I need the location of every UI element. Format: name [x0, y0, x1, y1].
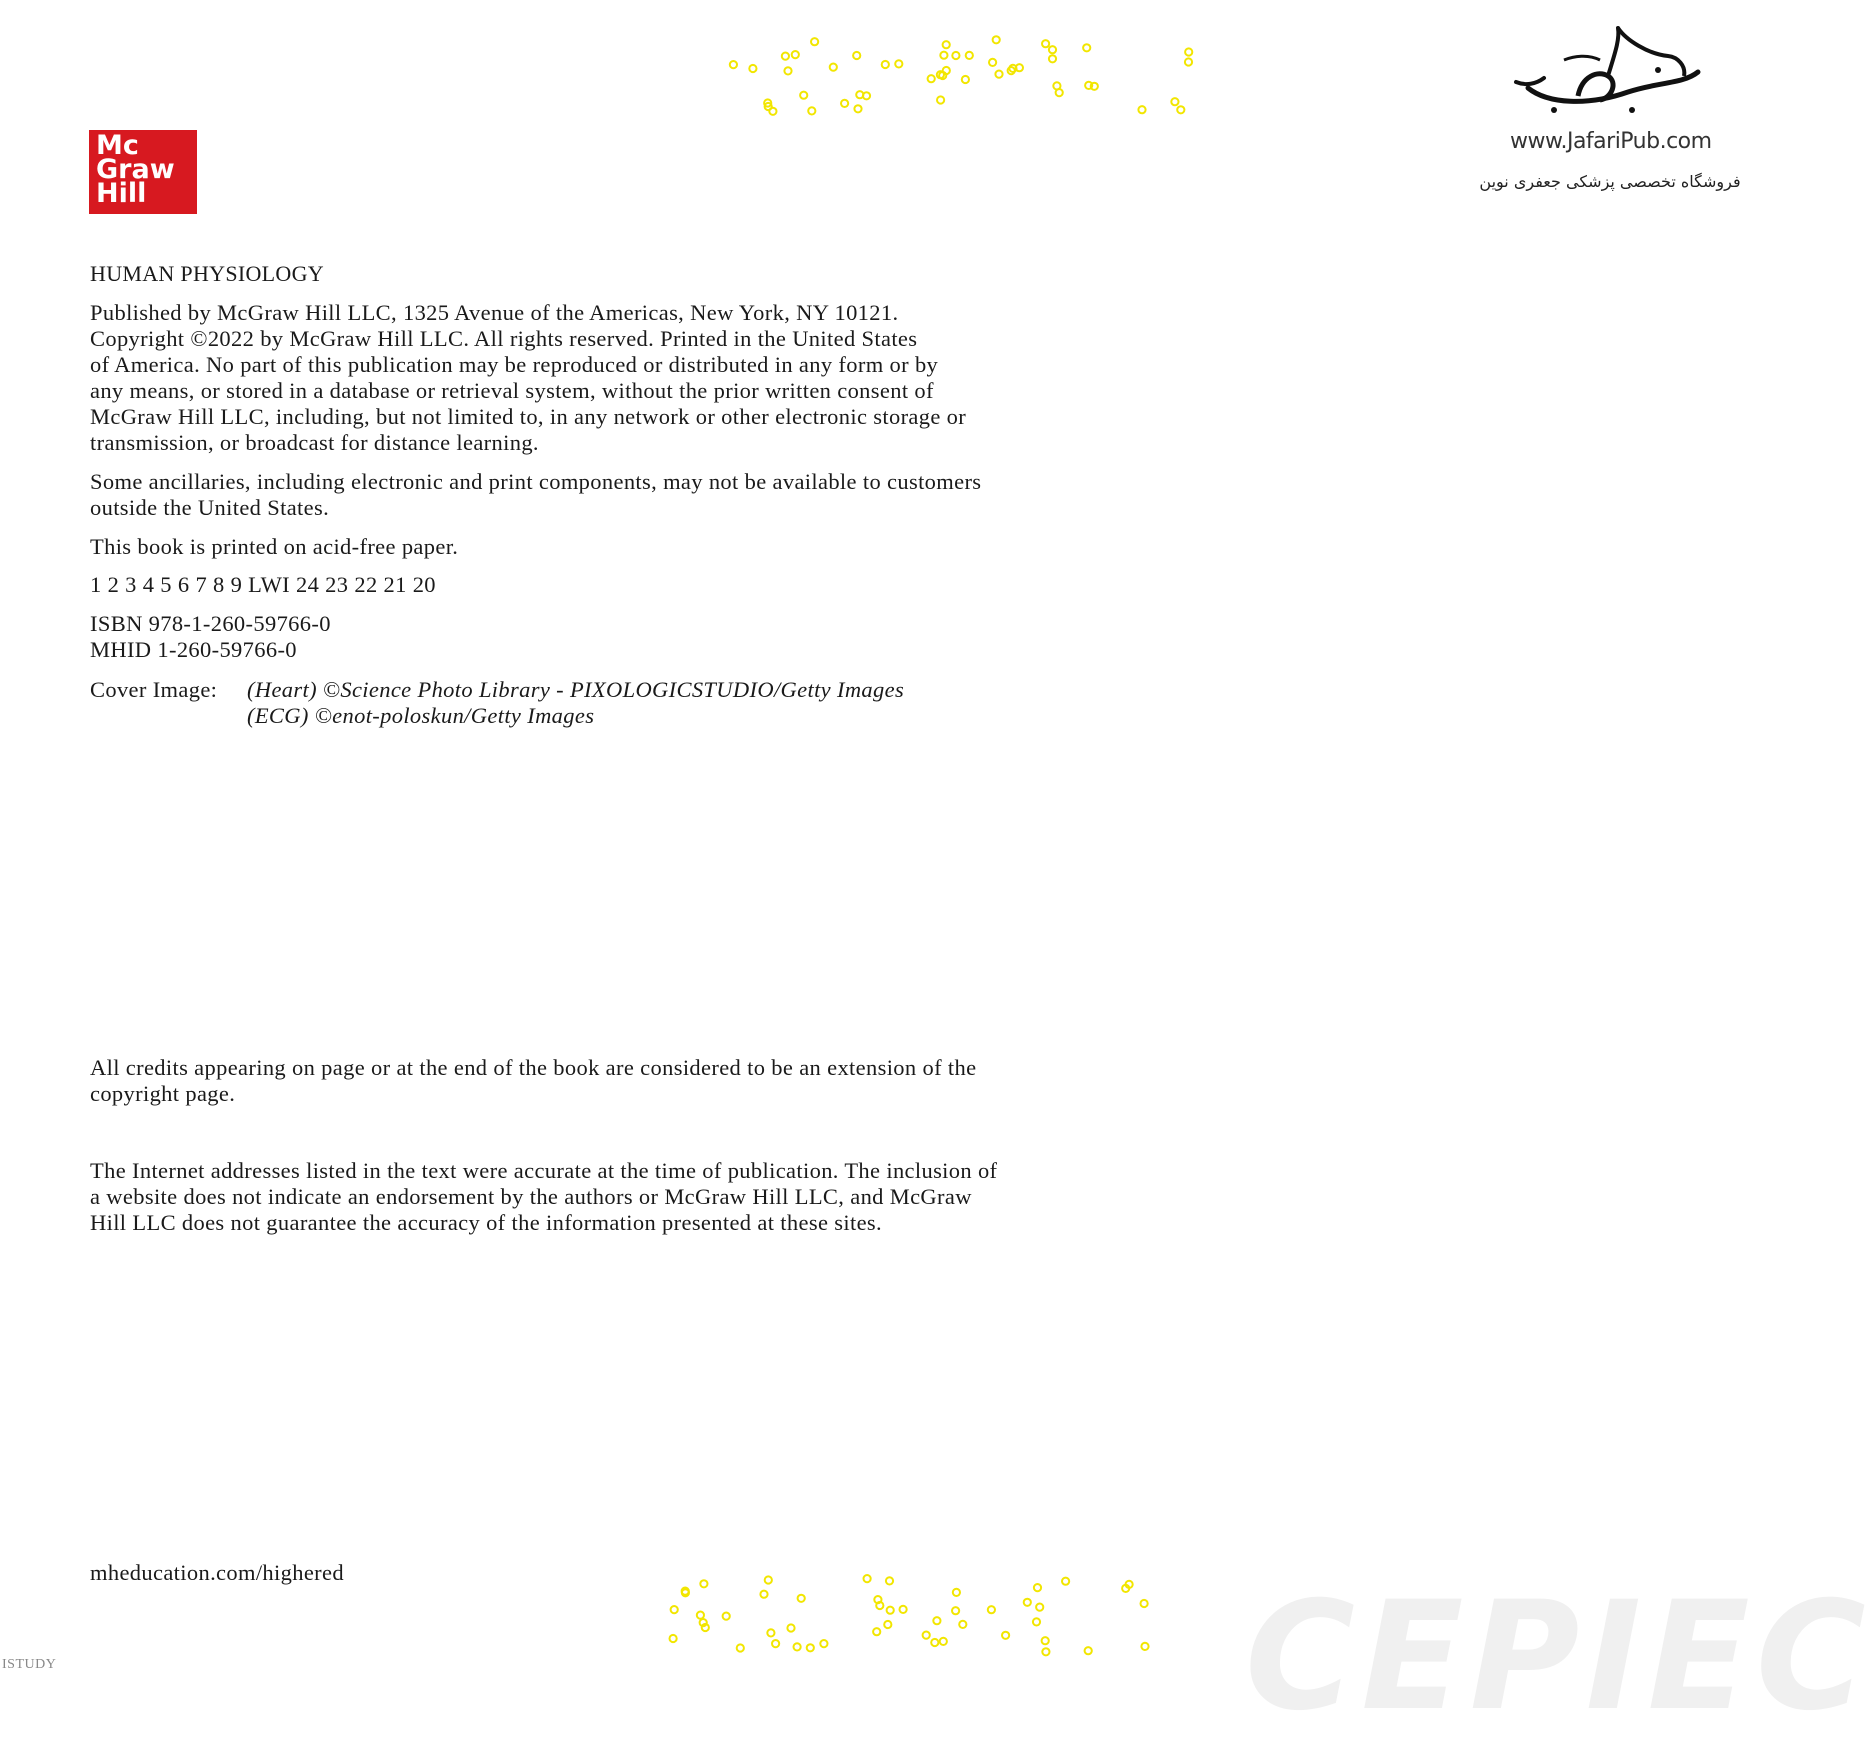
isbn-block	[90, 611, 331, 663]
jafari-calligraphy-icon	[1508, 26, 1708, 126]
decorative-dot	[995, 71, 1002, 78]
decorative-dot	[923, 1632, 930, 1639]
cover-credit-line: (Heart) ©Science Photo Library - PIXOLOGICSTUDIO/Getty Images	[247, 677, 905, 702]
publisher-block	[90, 300, 966, 456]
decorative-dot	[723, 1613, 730, 1620]
decorative-dot	[900, 1606, 907, 1613]
mcgraw-hill-logo	[89, 130, 197, 214]
decorative-dots-top	[720, 30, 1220, 120]
decorative-dot	[1033, 1618, 1040, 1625]
decorative-dot	[767, 1629, 774, 1636]
decorative-dot	[1034, 1584, 1041, 1591]
footer-mark: ISTUDY	[2, 1657, 57, 1672]
decorative-dot	[952, 1607, 959, 1614]
ancillaries-block	[90, 469, 981, 521]
decorative-dot	[697, 1612, 704, 1619]
publisher-line: McGraw Hill LLC, including, but not limited to, in any network or other electronic storage or	[90, 404, 967, 429]
decorative-dot	[953, 1589, 960, 1596]
decorative-dot	[1171, 98, 1178, 105]
decorative-dot	[988, 1606, 995, 1613]
decorative-dot	[1141, 1643, 1148, 1650]
publisher-line: Published by McGraw Hill LLC, 1325 Avenue of the Americas, New York, NY 10121.	[90, 300, 899, 325]
internet-line: The Internet addresses listed in the text were accurate at the time of publication. The inclusion of	[90, 1158, 998, 1183]
decorative-dot	[769, 108, 776, 115]
decorative-dot	[765, 1576, 772, 1583]
decorative-dot	[1049, 55, 1056, 62]
decorative-dot	[854, 105, 861, 112]
credits-line: All credits appearing on page or at the end of the book are considered to be an extension of the	[90, 1055, 977, 1080]
decorative-dot	[940, 52, 947, 59]
publisher-url: mheducation.com/highered	[90, 1560, 344, 1585]
decorative-dot	[884, 1621, 891, 1628]
cover-credit	[90, 677, 904, 729]
publisher-line: of America. No part of this publication may be reproduced or distributed in any form or by	[90, 352, 939, 377]
decorative-dot	[807, 1644, 814, 1651]
credits-line: copyright page.	[90, 1081, 236, 1106]
book-title: HUMAN PHYSIOLOGY	[90, 261, 324, 286]
decorative-dot	[1141, 1600, 1148, 1607]
decorative-dot	[841, 100, 848, 107]
decorative-dot	[993, 36, 1000, 43]
internet-disclaimer	[90, 1158, 997, 1236]
decorative-dot	[794, 1643, 801, 1650]
decorative-dot	[952, 52, 959, 59]
decorative-dot	[1042, 40, 1049, 47]
decorative-dot	[1138, 106, 1145, 113]
decorative-dot	[1036, 1604, 1043, 1611]
cover-label: Cover Image:	[90, 677, 218, 702]
decorative-dot	[1062, 1578, 1069, 1585]
decorative-dot	[882, 61, 889, 68]
decorative-dot	[798, 1595, 805, 1602]
ancillaries-line: outside the United States.	[90, 495, 330, 520]
decorative-dot	[784, 67, 791, 74]
decorative-dot	[962, 76, 969, 83]
watermark: CEPIEC	[1245, 1570, 1872, 1744]
logo-line-graw: Graw	[96, 154, 175, 185]
publisher-line: transmission, or broadcast for distance learning.	[90, 430, 539, 455]
decorative-dot	[1024, 1599, 1031, 1606]
decorative-dot	[811, 38, 818, 45]
decorative-dot	[873, 1628, 880, 1635]
decorative-dot	[864, 1575, 871, 1582]
decorative-dot	[989, 59, 996, 66]
decorative-dot	[787, 1624, 794, 1631]
decorative-dot	[1083, 44, 1090, 51]
decorative-dot	[772, 1640, 779, 1647]
decorative-dot	[1056, 89, 1063, 96]
decorative-dot	[959, 1621, 966, 1628]
decorative-dot	[886, 1577, 893, 1584]
mhid: MHID 1-260-59766-0	[90, 637, 297, 662]
decorative-dot	[1185, 48, 1192, 55]
publisher-line: any means, or stored in a database or retrieval system, without the prior written consent of	[90, 378, 934, 403]
decorative-dot	[1042, 1637, 1049, 1644]
print-line: 1 2 3 4 5 6 7 8 9 LWI 24 23 22 21 20	[90, 572, 436, 597]
decorative-dot	[895, 60, 902, 67]
jafari-pub-logo	[1460, 26, 1760, 206]
acid-free-note: This book is printed on acid-free paper.	[90, 534, 459, 559]
decorative-dot	[737, 1644, 744, 1651]
decorative-dot	[760, 1591, 767, 1598]
logo-line-hill: Hill	[96, 178, 147, 209]
decorative-dot	[700, 1580, 707, 1587]
decorative-dot	[1177, 106, 1184, 113]
decorative-dot	[830, 64, 837, 71]
credits-block	[90, 1055, 976, 1107]
jafari-url: www.JafariPub.com	[1510, 129, 1712, 154]
cover-credit-line: (ECG) ©enot-poloskun/Getty Images	[247, 703, 595, 728]
decorative-dot	[933, 1617, 940, 1624]
decorative-dot	[1042, 1648, 1049, 1655]
decorative-dot	[931, 1639, 938, 1646]
decorative-dot	[966, 52, 973, 59]
publisher-line: Copyright ©2022 by McGraw Hill LLC. All rights reserved. Printed in the United States	[90, 326, 918, 351]
decorative-dot	[792, 51, 799, 58]
decorative-dot	[1049, 46, 1056, 53]
decorative-dot	[1185, 58, 1192, 65]
decorative-dot	[730, 61, 737, 68]
decorative-dot	[670, 1635, 677, 1642]
decorative-dot	[940, 1638, 947, 1645]
decorative-dot	[1085, 1647, 1092, 1654]
decorative-dots-bottom	[660, 1570, 1160, 1660]
isbn: ISBN 978-1-260-59766-0	[90, 611, 331, 636]
decorative-dot	[808, 107, 815, 114]
jafari-tagline: فروشگاه تخصصی پزشکی جعفری نوین	[1479, 172, 1741, 191]
decorative-dot	[943, 41, 950, 48]
decorative-dot	[928, 75, 935, 82]
logo-line-mc: Mc	[96, 130, 139, 161]
decorative-dot	[671, 1606, 678, 1613]
decorative-dot	[782, 53, 789, 60]
internet-line: a website does not indicate an endorsement by the authors or McGraw Hill LLC, and McGraw	[90, 1184, 972, 1209]
decorative-dot	[937, 96, 944, 103]
internet-line: Hill LLC does not guarantee the accuracy of the information presented at these sites.	[90, 1210, 882, 1235]
decorative-dot	[800, 92, 807, 99]
ancillaries-line: Some ancillaries, including electronic and print components, may not be available to customers	[90, 469, 982, 494]
decorative-dot	[820, 1640, 827, 1647]
decorative-dot	[853, 52, 860, 59]
decorative-dot	[1002, 1632, 1009, 1639]
decorative-dot	[749, 65, 756, 72]
decorative-dot	[887, 1607, 894, 1614]
